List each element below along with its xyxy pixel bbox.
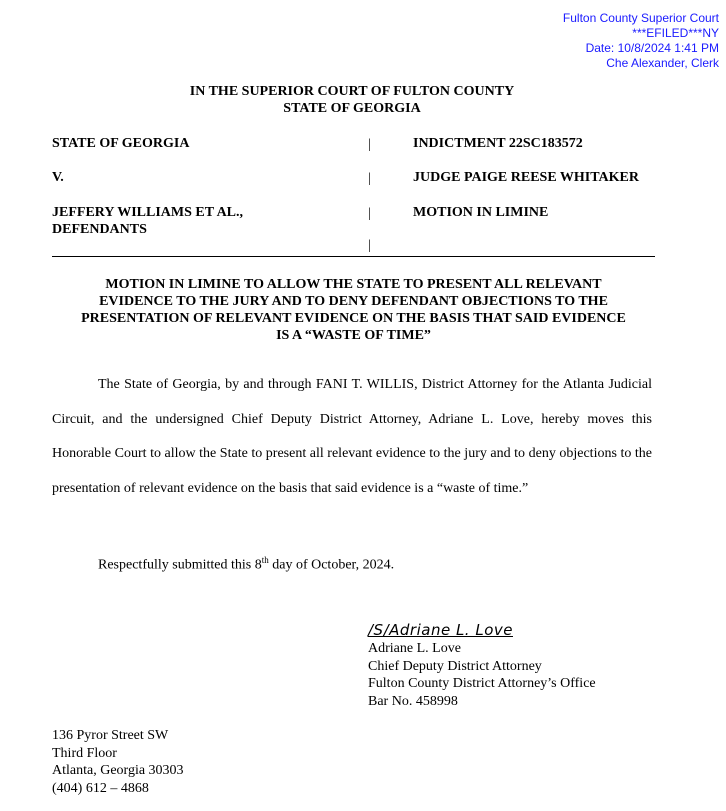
submitted-prefix: Respectfully submitted this 8: [98, 557, 262, 573]
motion-title-line: MOTION IN LIMINE TO ALLOW THE STATE TO PRESENT ALL RELEVANT: [105, 277, 602, 292]
stamp-date: Date: 10/8/2024 1:41 PM: [585, 41, 719, 55]
submitted-suffix: day of October, 2024.: [268, 557, 395, 573]
caption-divider: [52, 256, 655, 257]
caption-separator: |: [368, 137, 371, 152]
party-state: STATE OF GEORGIA: [52, 136, 190, 151]
address-phone: (404) 612 – 4868: [52, 780, 149, 796]
electronic-signature: /S/Adriane L. Love: [368, 621, 513, 639]
party-defendant-role: DEFENDANTS: [52, 222, 147, 237]
address-city: Atlanta, Georgia 30303: [52, 763, 184, 778]
motion-body: [52, 368, 652, 506]
motion-title-line: PRESENTATION OF RELEVANT EVIDENCE ON THE BASIS THAT SAID EVIDENCE: [81, 311, 626, 326]
motion-title-line: EVIDENCE TO THE JURY AND TO DENY DEFENDANT OBJECTIONS TO THE: [99, 294, 608, 309]
caption-separator: |: [368, 206, 371, 221]
submission-date: [98, 550, 394, 576]
party-defendant: JEFFERY WILLIAMS ET AL.,: [52, 205, 244, 220]
motion-title: [52, 276, 655, 344]
court-state: STATE OF GEORGIA: [283, 101, 421, 116]
signer-office: Fulton County District Attorney’s Office: [368, 676, 596, 691]
office-address: [52, 727, 184, 797]
motion-title-line: IS A “WASTE OF TIME”: [276, 328, 431, 343]
document-type: MOTION IN LIMINE: [413, 205, 549, 220]
court-heading: [0, 83, 704, 117]
efile-stamp: [563, 11, 719, 71]
signer-name: Adriane L. Love: [368, 641, 461, 656]
indictment-number: INDICTMENT 22SC183572: [413, 136, 583, 151]
submitted-ordinal: th: [261, 555, 269, 565]
bar-number: Bar No. 458998: [368, 693, 458, 709]
caption-separator: |: [368, 238, 371, 253]
court-name: IN THE SUPERIOR COURT OF FULTON COUNTY: [189, 84, 515, 99]
signer-title: Chief Deputy District Attorney: [368, 658, 542, 674]
address-floor: Third Floor: [52, 745, 117, 761]
address-street: 136 Pyror Street SW: [52, 728, 169, 743]
versus-label: V.: [52, 170, 64, 185]
caption-separator: |: [368, 171, 371, 186]
stamp-efiled: ***EFILED***NY: [632, 26, 719, 40]
stamp-court: Fulton County Superior Court: [562, 11, 719, 25]
judge-name: JUDGE PAIGE REESE WHITAKER: [413, 170, 639, 185]
stamp-clerk: Che Alexander, Clerk: [606, 56, 719, 70]
signature-block: [368, 620, 596, 710]
body-paragraph: The State of Georgia, by and through FANI T. WILLIS, District Attorney for the Atlanta Judicial Circuit, and the undersigned Chief Deputy District Attorney, Adriane L. Love, hereby moves this Honorable Court to allow the State to present all relevant evidence to the jury and to deny objections to the presentation of relevant evidence on the basis that said evidence is a “waste of time.”: [52, 377, 652, 496]
